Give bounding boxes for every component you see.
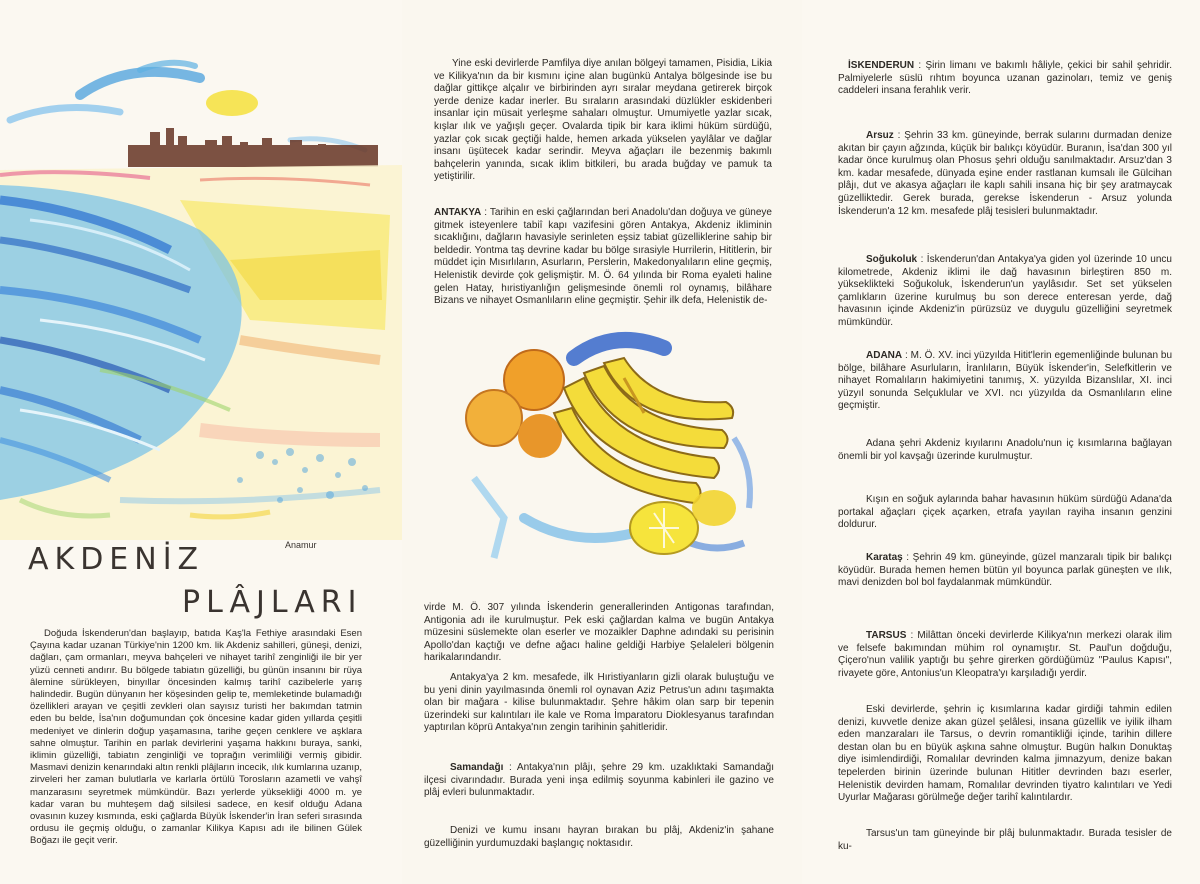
arsuz-paragraph xyxy=(838,130,1172,218)
antakya-text: : Tarihin en eski çağlarından beri Anadolu'dan doğuya ve güneye gitmek isteyenlere tabiî kapı vazifesini gören Antakya, Akdeniz ikliminin sıcaklığını, dağların havasiyle serinleten eşsiz tabiat güzelliklerine sahip bir beldedir. Yontma taş devrine kadar bu bölge sırasiyle Hurrilerin, Hititlerin, bir müddet için Mısırlıların, Asurların, Perslerin, Makedonyalıların eline geçmiş, Helenistik devirde çok gelişmiştir. M. Ö. 64 yılında bir Roma eyaleti haline gelen Hatay, hıristiyanlığın gelişmesinde önemli rol oynamış, bilâhare Bizans ve nihayet Osmanlıların eline geçmiştir. Şehir ilk defa, Helenistik de- xyxy=(434,207,772,307)
adana-third-paragraph: Kışın en soğuk aylarında bahar havasının hüküm sürdüğü Adana'da portakal ağaçları çiçek açarken, etrafa yayılan rayiha insanın genzini doldurur. xyxy=(838,494,1172,531)
title-line-1: AKDENİZ xyxy=(28,542,205,577)
left-panel xyxy=(0,0,402,884)
anamur-beach-illustration xyxy=(0,0,402,540)
tarsus-third-paragraph: Tarsus'un tam güneyinde bir plâj bulunmaktadır. Burada tesisler de ku- xyxy=(838,828,1172,852)
karatas-heading: Karataş xyxy=(866,552,903,563)
samandagi-paragraph xyxy=(424,762,774,800)
adana-text: : M. Ö. XV. inci yüzyılda Hitit'lerin egemenliğinde bulunan bu bölge, bilâhare Asurluların, İranlıların, Büyük İskender'in, Selefkitlerin ve nihayet Romalıların hakimiyetini tanımış, X. yüzyılda Bizanslılar, XI. inci yüzyıl sonunda Selçuklular ve XVI. ncı yüzyılda da Osmanlıların eline geçmiştir. xyxy=(838,350,1172,412)
bananas xyxy=(554,358,733,503)
fruit-illustration xyxy=(464,318,764,578)
tarsus-paragraph xyxy=(838,630,1172,680)
arsuz-heading: Arsuz xyxy=(866,130,894,141)
adana-heading: ADANA xyxy=(866,350,903,361)
tarsus-second-paragraph: Eski devirlerde, şehrin iç kısımlarına kadar girdiği tahmin edilen denizi, kuvvetle denize akan güzel şelâlesi, insana güzellik ve iyilik ilham eden manzaraları ile Tarsus, o devrin romantikliği içinde, tarihin dillere destan olan bu en büyük aşkına sahne olmuştur. Bugün halkın Donuktaş diye isimlendirdiği, Romalılar devrinden kalma jimnazyum, denize bakan tepelerden birinin üzerinde bulunan Hititler devrinden bazı eserler, Helenistik devirden hamam, Romalılar devrinden tiyatro kalıntıları ve Yedi Uyurlar Mağarası görülmeğe değer tarihî kalıntılardır. xyxy=(838,704,1172,804)
illustration-caption: Anamur xyxy=(285,540,317,550)
antakya-heading: ANTAKYA xyxy=(434,207,482,218)
right-panel xyxy=(802,0,1200,884)
antakya-continued: virde M. Ö. 307 yılında İskenderin generallerinden Antigonas tarafından, Antigonia adı ile kurulmuştur. Pek eski çağlardan kalma ve bugün Antakya müzesini süslemekte olan eserler ve mozaikler Daphne adındaki su perisinin Apollo'dan kaçtığı ve defne ağacı haline geldiği Harbiye Şelaleleri bölgenin harikalarındandır. xyxy=(424,602,774,664)
samandagi-text: : Antakya'nın plâjı, şehre 29 km. uzaklıktaki Samandağı ilçesi civarındadır. Burada yeni inşa edilmiş soyunma kabinleri ile gazino ve plâj evleri bulunmaktadır. xyxy=(424,762,775,799)
tarsus-text: : Milâttan önceki devirlerde Kilikya'nın merkezi olarak ilim ve felsefe bakımından mühim rol oynamıştır. St. Paul'un doğduğu, Çiçero'nun valilik yaptığı bu şehre girerken gördüğümüz "Paulus Kapısı", rivayete göre, Antonius'un Kleopatra'yı karşıladığı yerdir. xyxy=(838,630,1172,679)
antakya-paragraph xyxy=(434,207,772,308)
iskenderun-paragraph xyxy=(838,60,1172,98)
karatas-text: : Şehrin 49 km. güneyinde, güzel manzaralı tipik bir balıkçı köyüdür. Burada hemen hemen bütün yıl boyunca parlak güneşten ve ılık, mavi denizden bol bol faydalanmak mümkündür. xyxy=(838,552,1173,589)
left-body-text: Doğuda İskenderun'dan başlayıp, batıda Kaş'la Fethiye arasındaki Esen Çayına kadar uzanan Türkiye'nin 1200 km. lik Akdeniz sahilleri, güneşi, denizi, dağları, çam ormanları, meyva bahçeleri ve nihayet tarihî zenginliği ile bir yer yüzü cenneti andırır. Bu bölgede tabiatın güzelliği, bu günün insanını bir rüya âlemine sürükleyen, binyıllar öncesinden kalmış tarihî cazibelerle yarış halindedir. Bugün dünyanın her köşesinden gelip te, memleketinde bulamadığı özellikleri arayan ve çeşitli zevkleri olan sayısız turisti her bakımdan tatmin eden bu belde, İsa'nın doğumundan çok öncesine kadar giden yıllarda çeşitli medeniyet ve dinlerin doğup yaşamasına, tarihe geçen cenklere ve aşklara sahne olmuştur. Tarihin en parlak devirlerini yaşama hakkını buraya, sanki, iklimin güzelliği, tabiatın zenginliği ve toprağın verimliliği vermiş gibidir. Masmavi denizin kenarındaki altın renkli plâjların incecik, ılık kumlarına uzanıp, zirveleri her zaman bulutlarla ve karlarla örtülü Torosların azametli ve vahşî manzarasını seyretmek mümkündür. Bazı yerlerde yüksekliği 4000 m. ye kadar varan bu muhteşem dağ silsilesi sadece, en kesif olduğu Adana ovasının kuzey kısmında, eski çağlarda Büyük İskender'in İran seferi sırasında ordusu ile geçmiş olduğu, o zamanlar Kilikya Kapısı adı ile bilinen Gülek Boğazı ile geçit verir. xyxy=(30,628,362,847)
middle-panel xyxy=(402,0,802,884)
sogukoluk-heading: Soğukoluk xyxy=(866,254,918,265)
karatas-paragraph xyxy=(838,552,1172,590)
sogukoluk-text: : İskenderun'dan Antakya'ya giden yol üzerinde 10 uncu kilometrede, Akdeniz iklimi ile dağ havasının birleştiren 850 m. yükseklikteki Soğukoluk, İskenderun'un yaylâsıdır. Set set yükselen çamlıkların üzerine kurulmuş bu son derece enteresan yerde, dağ havasının içinde Akdeniz'in pürüzsüz ve duygulu güzelliğini seyretmek mümkündür. xyxy=(838,254,1172,328)
iskenderun-text: : Şirin limanı ve bakımlı hâliyle, çekici bir sahil şehridir. Palmiyelerle süslü rıhtım boyunca uzanan gazinoları, temiz ve geniş caddeleri insana ferahlık verir. xyxy=(838,60,1172,97)
title-line-2: PLÂJLARI xyxy=(182,585,363,620)
adana-paragraph xyxy=(838,350,1172,413)
castle-silhouette xyxy=(128,128,378,167)
sogukoluk-paragraph xyxy=(838,254,1172,330)
tarsus-heading: TARSUS xyxy=(866,630,907,641)
oranges xyxy=(466,350,564,458)
iskenderun-heading: İSKENDERUN xyxy=(848,60,915,71)
arsuz-text: : Şehrin 33 km. güneyinde, berrak sularını durmadan denize akıtan bir çayın ağzında, küçük bir balıkçı köyüdür. Buranın, İsa'dan 300 yıl kadar önce kurulmuş olan Phosus şehri olduğu sanılmaktadır. Arsuz'dan 3 km. kadar mesafede, dünyada eşine ender rastlanan kumsalı ile Gülcihan plâjı, dut ve akasya ağaçları ile kaplı sahili insana hiç bir şey aratmaycak güzelliktedir. Gerek burada, gerekse İskenderun - Arsuz yolunda İskenderun'a 12 km. mesafede plâj tesisleri bulunmaktadır. xyxy=(838,130,1172,217)
adana-second-paragraph: Adana şehri Akdeniz kıyılarını Anadolu'nun iç kısımlarına bağlayan önemli bir yol kavşağı üzerinde kurulmuştur. xyxy=(838,438,1172,462)
samandagi-heading: Samandağı xyxy=(450,762,504,773)
intro-paragraph: Yine eski devirlerde Pamfilya diye anılan bölgeyi tamamen, Pisidia, Likia ve Kilikya'nın da bir kısmını içine alan bugünkü Antalya bölgesinde ise bu dağlar gittikçe alçalır ve birbirinden ayrı sıralar meydana getirerek birçok yerde denize kadar inerler. Bu sıraların arasındaki düzlükler eskidenberi insanlar için müsait yerleşme sahaları olmuştur. Umumiyetle yazlar sıcak, kışlar ılık ve yağışlı geçer. Ovalarda tipik bir kara iklimi hüküm sürdüğü, yazlar çok sıcak geçtiği halde, hemen arkada yükselen yaylâlar ve dağlar insanı üşütecek kadar serindir. Meyva ağaçları ile bezenmiş bakımlı bahçelerin yanında, sıcak iklim bitkileri, bu arada buğday ve pamuk ta yetiştirilir. xyxy=(434,58,772,183)
closing-paragraph: Denizi ve kumu insanı hayran bırakan bu plâj, Akdeniz'in şahane güzelliğinin yurdumuzdaki başlangıç noktasıdır. xyxy=(424,825,774,849)
antakya-second-paragraph: Antakya'ya 2 km. mesafede, ilk Hıristiyanların gizli olarak buluştuğu ve bu yeni dinin yayılmasında önemli rol oynavan Aziz Petrus'un adını taşımakta olan bir mağara - kilise bulunmaktadır. Şehre hâkim olan sarp bir tepenin üzerindeki sur kalıntıları ile kale ve Roma İmparatoru Dioklesyanus tarafından yaptırılan köprü Antakya'nın zengin tarihinin şahitleridir. xyxy=(424,672,774,734)
